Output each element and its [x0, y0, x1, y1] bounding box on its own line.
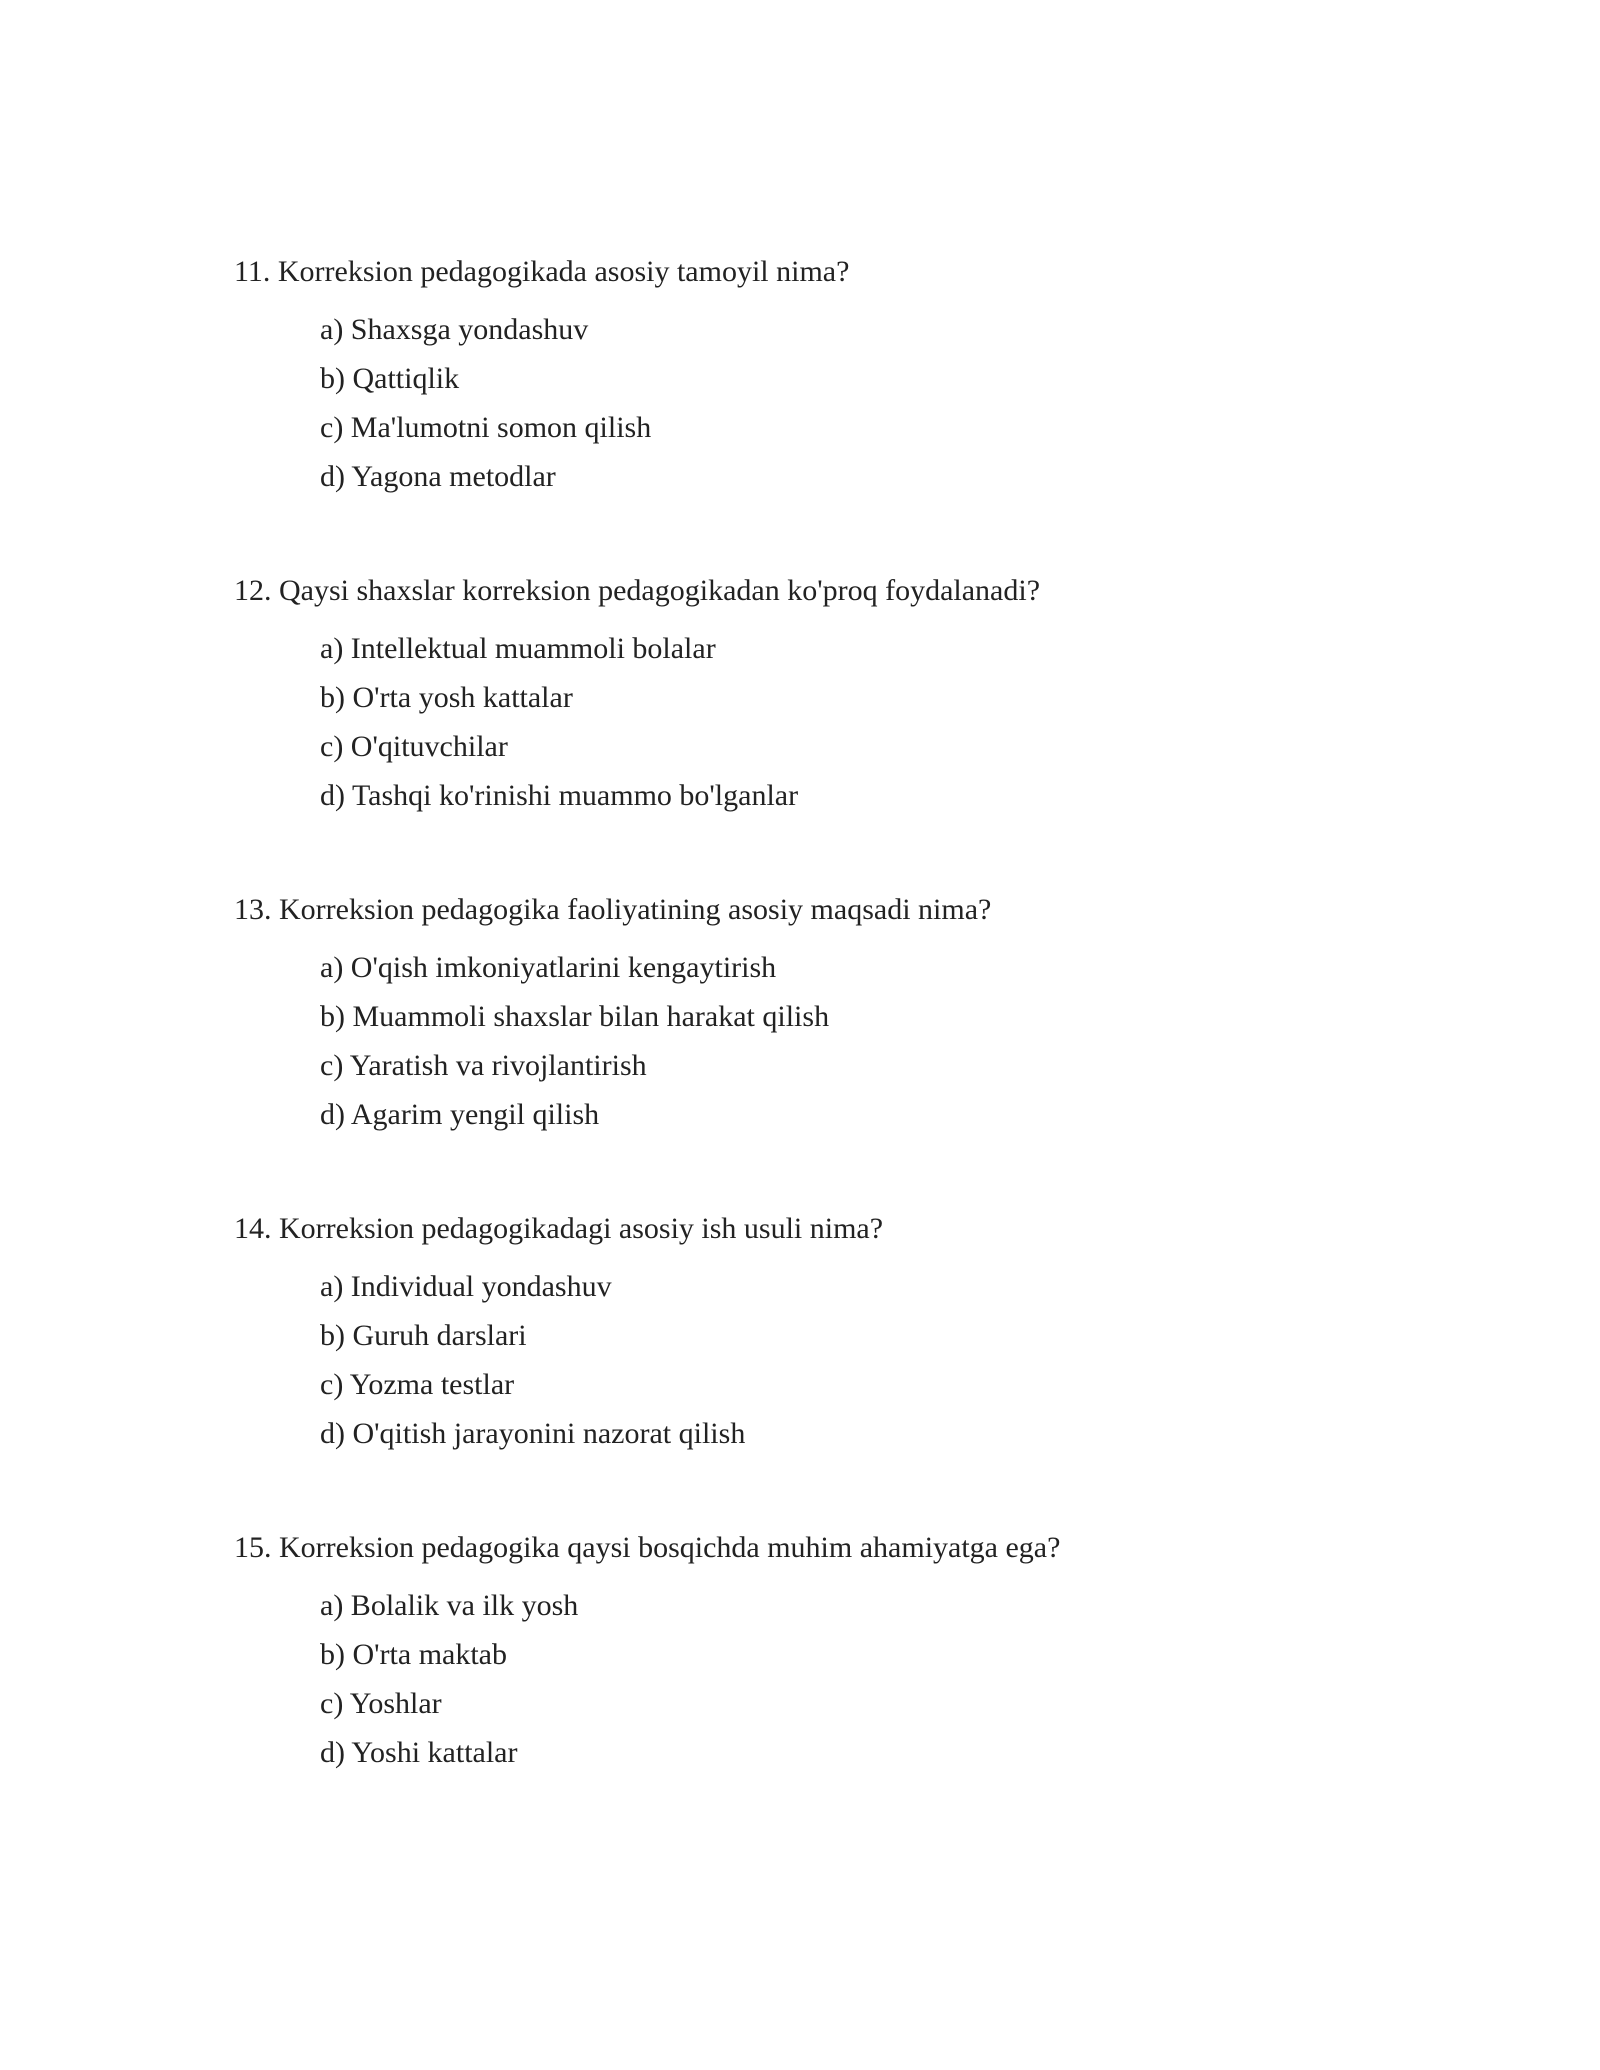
- option-b: b) Guruh darslari: [320, 1319, 527, 1352]
- option-a: a) O'qish imkoniyatlarini kengaytirish: [320, 951, 777, 984]
- option-b: b) O'rta yosh kattalar: [320, 681, 573, 714]
- answer-options: [320, 631, 798, 827]
- option-c: c) Yoshlar: [320, 1687, 442, 1720]
- option-b: b) Muammoli shaxslar bilan harakat qilish: [320, 1000, 830, 1033]
- question-text: 15. Korreksion pedagogika qaysi bosqichda muhim ahamiyatga ega?: [234, 1531, 1061, 1564]
- option-a: a) Shaxsga yondashuv: [320, 313, 589, 346]
- question-text: 13. Korreksion pedagogika faoliyatining asosiy maqsadi nima?: [234, 893, 992, 926]
- option-c: c) Ma'lumotni somon qilish: [320, 411, 652, 444]
- answer-options: [320, 1588, 578, 1784]
- option-d: d) Tashqi ko'rinishi muammo bo'lganlar: [320, 779, 799, 812]
- option-b: b) Qattiqlik: [320, 362, 460, 395]
- option-a: a) Bolalik va ilk yosh: [320, 1589, 579, 1622]
- option-c: c) Yaratish va rivojlantirish: [320, 1049, 647, 1082]
- option-d: d) Yagona metodlar: [320, 460, 556, 493]
- option-d: d) Agarim yengil qilish: [320, 1098, 600, 1131]
- option-a: a) Intellektual muammoli bolalar: [320, 632, 716, 665]
- answer-options: [320, 950, 829, 1146]
- option-d: d) O'qitish jarayonini nazorat qilish: [320, 1417, 746, 1450]
- question-text: 11. Korreksion pedagogikada asosiy tamoyil nima?: [234, 255, 850, 288]
- answer-options: [320, 312, 651, 508]
- answer-options: [320, 1269, 745, 1465]
- option-c: c) Yozma testlar: [320, 1368, 515, 1401]
- option-d: d) Yoshi kattalar: [320, 1736, 518, 1769]
- question-text: 12. Qaysi shaxslar korreksion pedagogikadan ko'proq foydalanadi?: [234, 574, 1041, 607]
- option-a: a) Individual yondashuv: [320, 1270, 612, 1303]
- question-text: 14. Korreksion pedagogikadagi asosiy ish usuli nima?: [234, 1212, 884, 1245]
- option-b: b) O'rta maktab: [320, 1638, 508, 1671]
- option-c: c) O'qituvchilar: [320, 730, 508, 763]
